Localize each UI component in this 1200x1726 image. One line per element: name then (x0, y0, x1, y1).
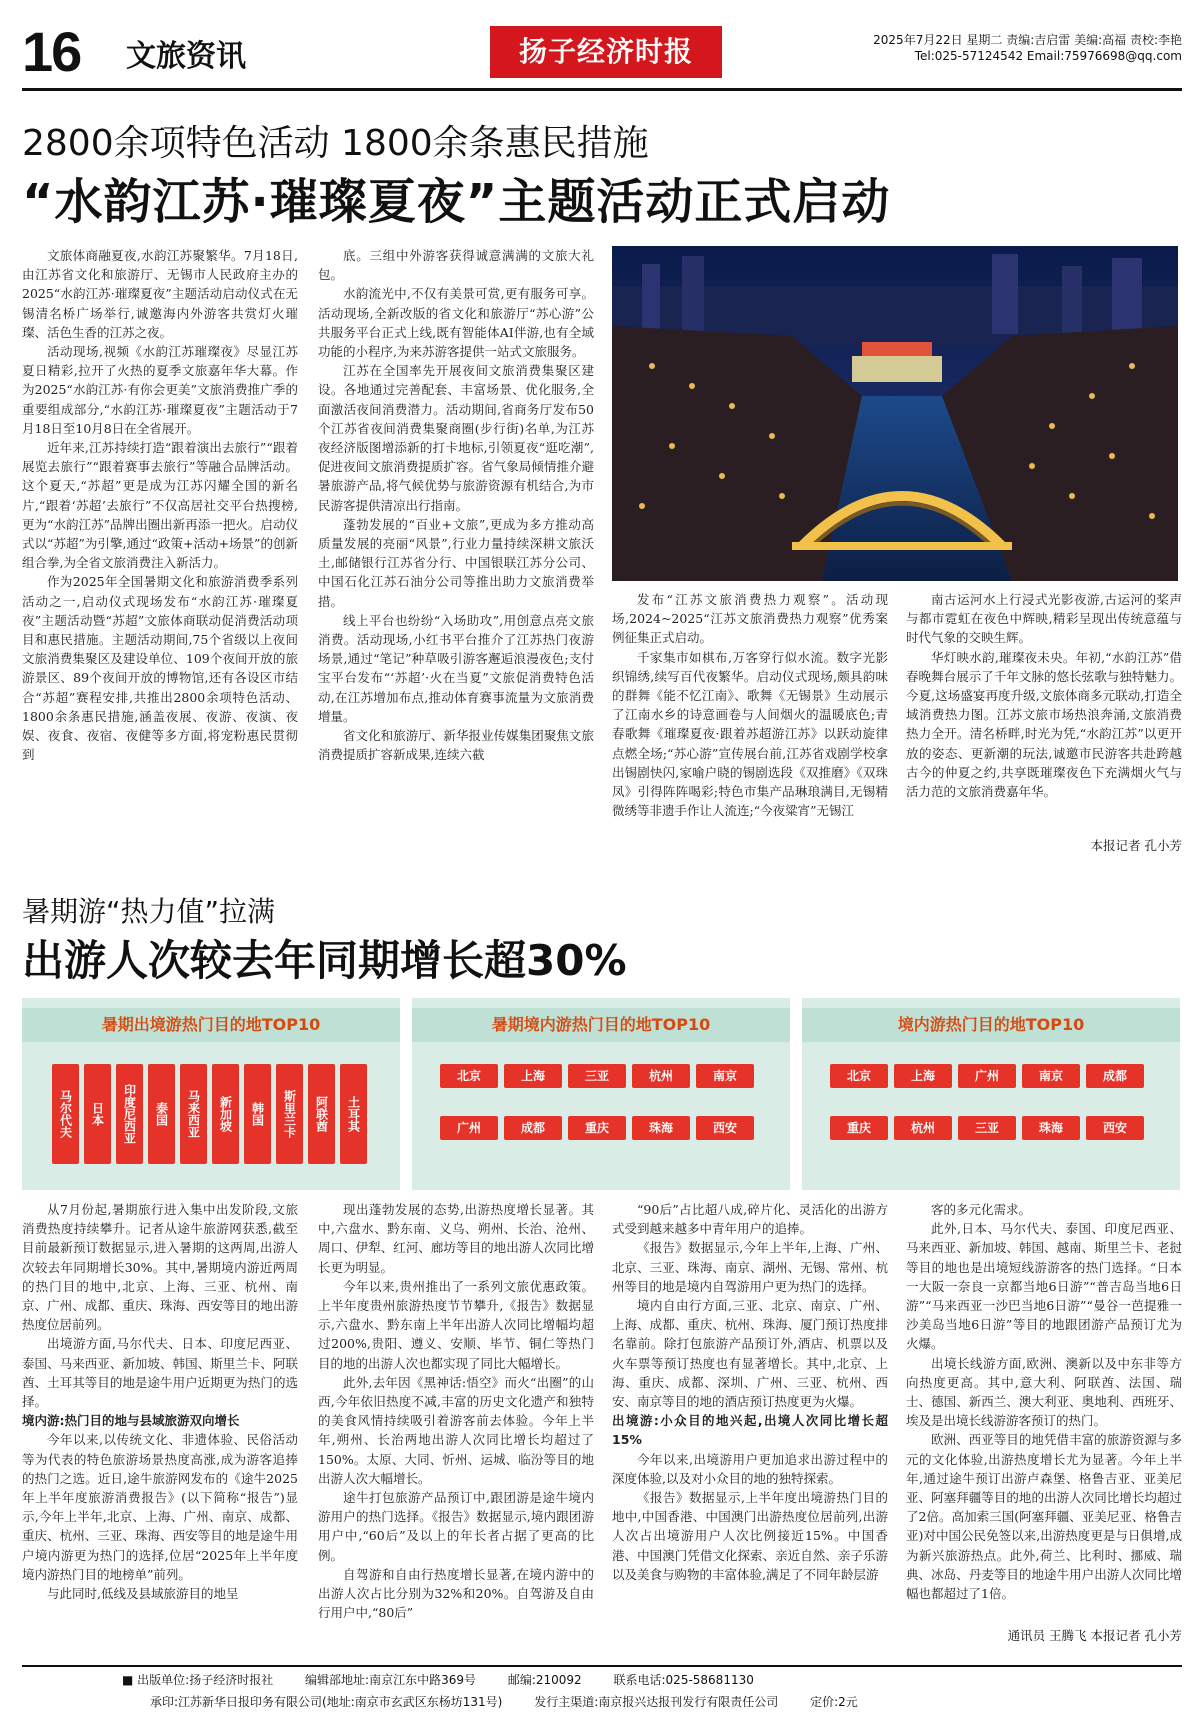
article2-subtitle: 暑期游“热力值”拉满 (22, 895, 276, 928)
destination-tag: 新加坡 (212, 1064, 239, 1164)
article2-column-3 (612, 1200, 888, 1645)
masthead-logo: 扬子经济时报 (490, 26, 722, 78)
destination-tag: 土耳其 (340, 1064, 367, 1164)
destination-tag: 珠海 (1022, 1116, 1080, 1140)
article1-subtitle: 2800余项特色活动 1800余条惠民措施 (22, 123, 649, 164)
paragraph: 出境长线游方面,欧洲、澳新以及中东非等方向热度更高。其中,意大利、阿联酋、法国、瑞士、德国、新西兰、澳大利亚、奥地利、西班牙、埃及是出境长线游游客预订的热门。 (906, 1355, 1182, 1429)
article2-title: 出游人次较去年同期增长超30% (22, 936, 627, 985)
paragraph: 千家集市如棋布,万客穿行似水流。数字光影织锦绣,续写百代夜繁华。启动仪式现场,颇具韵味的群舞《能不忆江南》、歌舞《无锡景》生动展示了江南水乡的诗意画卷与人间烟火的温暖底色;青春歌舞《璀璨夏夜·跟着苏超游江苏》以跃动旋律点燃全场;“苏心游”宣传展台前,江苏省戏剧学校拿出锡剧快闪,家喻户晓的锡剧选段《双推磨》《双珠凤》引得阵阵喝彩;特色市集产品琳琅满目,无锡精微绣等非遗手作让人流连;“今夜粱宵”无锡江 (612, 649, 888, 819)
chart-domestic-summer-top10 (412, 998, 790, 1190)
footer-price: 定价:2元 (810, 1695, 858, 1709)
article1-column-1 (22, 246, 298, 826)
article2-column-1 (22, 1200, 298, 1645)
header-meta (873, 32, 1182, 64)
paragraph: 现出蓬勃发展的态势,出游热度增长显著。其中,六盘水、黔东南、义乌、朔州、长治、沧州、周口、伊犁、红河、廊坊等目的地出游人次同比增长更为明显。 (318, 1202, 594, 1275)
paragraph: 《报告》数据显示,上半年度出境游热门目的地中,中国香港、中国澳门出游热度位居前列,出游人次占出境游用户人次比例接近15%。中国香港、中国澳门凭借文化探索、亲近自然、亲子乐游以及美食与购物的丰富体验,满足了不同年龄层游 (612, 1490, 888, 1582)
paragraph: 文旅体商融夏夜,水韵江苏聚繁华。7月18日,由江苏省文化和旅游厅、无锡市人民政府主办的2025“水韵江苏·璀璨夏夜”主题活动启动仪式在无锡清名桥广场举行,诚邀海内外游客共赏灯火璀璨、活色生香的江苏之夜。 (22, 248, 298, 340)
footer-line-1 (22, 1674, 1182, 1686)
chart-title: 境内游热门目的地TOP10 (897, 1015, 1085, 1034)
paragraph: 作为2025年全国暑期文化和旅游消费季系列活动之一,启动仪式现场发布“水韵江苏·璀璨夏夜”主题活动暨“苏超”文旅体商联动促消费活动项目和惠民措施。主题活动期间,75个省级以上夜间文旅消费集聚区及建设单位、109个夜间开放的旅游景区、89个夜间开放的博物馆,还有各设区市结合“苏超”赛程安排,共推出2800余项特色活动、1800余条惠民措施,涵盖夜展、夜游、夜演、夜娱、夜食、夜宿、夜健等多方面,将宠粉惠民贯彻到 (22, 574, 298, 763)
paragraph: 今年以来,贵州推出了一系列文旅优惠政策。上半年度贵州旅游热度节节攀升,《报告》数据显示,六盘水、黔东南上半年出游人次同比增幅均超过200%,贵阳、遵义、安顺、毕节、铜仁等热门目的地的出游人次也都实现了同比大幅增长。 (318, 1278, 594, 1371)
paragraph: 蓬勃发展的“百业+文旅”,更成为多方推动高质量发展的亮丽“风景”,行业力量持续深耕文旅沃土,邮储银行江苏省分行、中国银联江苏分公司、中国石化江苏石油分公司等推出助力文旅消费举措。 (318, 516, 594, 609)
footer-phone: 联系电话:025-58681130 (613, 1673, 754, 1687)
destination-tag: 马尔代夫 (52, 1064, 79, 1164)
article2-column-4 (906, 1200, 1182, 1625)
destination-tag: 成都 (1086, 1064, 1144, 1088)
destination-tag: 珠海 (632, 1116, 690, 1140)
paragraph: 南古运河水上行浸式光影夜游,古运河的桨声与都市霓虹在夜色中辉映,精彩呈现出传统意蕴与时代气象的交映生辉。 (906, 592, 1182, 646)
article1-title: “水韵江苏·璀璨夏夜”主题活动正式启动 (22, 174, 891, 230)
paragraph: “90后”占比超八成,碎片化、灵活化的出游方式受到越来越多中青年用户的追捧。 (612, 1202, 888, 1237)
destination-tag: 杭州 (894, 1116, 952, 1140)
destination-tag: 北京 (440, 1064, 498, 1088)
page-number: 16 (22, 20, 81, 83)
destination-tag: 重庆 (830, 1116, 888, 1140)
destination-tag: 广州 (958, 1064, 1016, 1088)
destination-tag: 印度尼西亚 (116, 1064, 143, 1164)
destination-tag: 斯里兰卡 (276, 1064, 303, 1164)
subheading: 出境游:小众目的地兴起,出境人次同比增长超15% (612, 1413, 888, 1448)
article2-byline: 通讯员 王腾飞 本报记者 孔小芳 (1007, 1628, 1182, 1643)
paragraph: 今年以来,出境游用户更加追求出游过程中的深度体验,以及对小众目的地的独特探索。 (612, 1451, 888, 1486)
destination-tag: 上海 (894, 1064, 952, 1088)
destination-tag: 西安 (1086, 1116, 1144, 1140)
destination-tag: 三亚 (958, 1116, 1016, 1140)
footer-address: 编辑部地址:南京江东中路369号 (305, 1673, 476, 1687)
destination-tag: 广州 (440, 1116, 498, 1140)
paragraph: 《报告》数据显示,今年上半年,上海、广州、北京、三亚、珠海、南京、湖州、无锡、常州、杭州等目的地是境内自驾游用户更为热门的选择。 (612, 1240, 888, 1294)
chart-domestic-top10 (802, 998, 1180, 1190)
footer-printer: 承印:江苏新华日报印务有限公司(地址:南京市玄武区东杨坊131号) (150, 1695, 503, 1709)
paragraph: 客的多元化需求。 (931, 1202, 1032, 1217)
destination-tag: 重庆 (568, 1116, 626, 1140)
destination-tag: 泰国 (148, 1064, 175, 1164)
destination-tag: 阿联酋 (308, 1064, 335, 1164)
destination-tag: 日本 (84, 1064, 111, 1164)
chart-title: 暑期境内游热门目的地TOP10 (491, 1015, 711, 1034)
paragraph: 境内自由行方面,三亚、北京、南京、广州、上海、成都、重庆、杭州、珠海、厦门预订热度排名靠前。除打包旅游产品预订外,酒店、机票以及火车票等预订热度也有显著增长。其中,北京、上海、重庆、成都、深圳、广州、三亚、杭州、西安、南京等目的地的酒店预订热度更为火爆。 (612, 1298, 888, 1410)
article1-byline: 本报记者 孔小芳 (1090, 838, 1182, 853)
subheading: 境内游:热门目的地与县域旅游双向增长 (22, 1413, 240, 1429)
meta-line-1: 2025年7月22日 星期二 责编:吉启雷 美编:高福 责校:李艳 (873, 33, 1182, 47)
destination-tag: 韩国 (244, 1064, 271, 1164)
night-canal-illustration (612, 246, 1178, 581)
paragraph: 近年来,江苏持续打造“跟着演出去旅行”“跟着展览去旅行”“跟着赛事去旅行”等融合品牌活动。这个夏天,“苏超”更是成为江苏闪耀全国的新名片,“跟着‘苏超’去旅行”不仅高居社交平台热搜榜,更为“水韵江苏”品牌出圈出新再添一把火。启动仪式以“苏超”为引擎,通过“政策+活动+场景”的创新组合拳,为全省文旅消费注入新活力。 (22, 440, 298, 571)
meta-line-2: Tel:025-57124542 Email:75976698@qq.com (914, 49, 1182, 64)
paragraph: 省文化和旅游厅、新华报业传媒集团聚焦文旅消费提质扩容新成果,连续六截 (318, 728, 594, 763)
paragraph: 途牛打包旅游产品预订中,跟团游是途牛境内游用户的热门选择。《报告》数据显示,境内跟团游用户中,“60后”及以上的年长者占据了更高的比例。 (318, 1490, 594, 1563)
paragraph: 从7月份起,暑期旅行进入集中出发阶段,文旅消费热度持续攀升。记者从途牛旅游网获悉,截至目前最新预订数据显示,进入暑期的这两周,出游人次较去年同期增长30%。其中,暑期境内游近两周的热门目的地中,北京、上海、三亚、杭州、南京、广州、成都、重庆、珠海、西安等目的地出游热度位居前列。 (22, 1202, 298, 1333)
paragraph: 江苏在全国率先开展夜间文旅消费集聚区建设。各地通过完善配套、丰富场景、优化服务,全面激活夜间消费潜力。活动期间,省商务厅发布50个江苏省夜间消费集聚商圈(步行街)名单,为江苏夜经济版图增添新的打卡地标,引领夏夜“逛吃潮”,促进夜间文旅消费提质扩容。省气象局倾情推介避暑旅游产品,将气候优势与旅游资源有机结合,为市民游客提供清凉出行指南。 (318, 363, 594, 513)
destination-tag: 马来西亚 (180, 1064, 207, 1164)
destination-tag: 上海 (504, 1064, 562, 1088)
footer-distribution: 发行主渠道:南京报兴达报刊发行有限责任公司 (534, 1695, 779, 1709)
destination-tag: 南京 (1022, 1064, 1080, 1088)
destination-tag: 北京 (830, 1064, 888, 1088)
paragraph: 出境游方面,马尔代夫、日本、印度尼西亚、泰国、马来西亚、新加坡、韩国、斯里兰卡、阿联酋、土耳其等目的地是途牛用户近期更为热门的选择。 (22, 1336, 298, 1410)
paragraph: 水韵流光中,不仅有美景可赏,更有服务可享。活动现场,全新改版的省文化和旅游厅“苏心游”公共服务平台正式上线,既有智能体AI伴游,也有全域功能的小程序,为来苏游客提供一站式文旅服务。 (318, 286, 594, 360)
paragraph: 线上平台也纷纷“入场助攻”,用创意点亮文旅消费。活动现场,小红书平台推介了江苏热门夜游场景,通过“笔记”种草吸引游客邂逅浪漫夜色;支付宝平台发布“‘苏超’·火在当夏”文旅促消费特色活动,在江苏增加布点,推动体育赛事流量为文旅消费增量。 (318, 612, 594, 724)
article1-column-3 (612, 590, 888, 826)
page-header (22, 20, 1182, 86)
chart-title: 暑期出境游热门目的地TOP10 (101, 1015, 321, 1034)
article2-column-2 (318, 1200, 594, 1645)
footer-line-2 (22, 1696, 1182, 1708)
paragraph: 活动现场,视频《水韵江苏璀璨夜》尽显江苏夏日精彩,拉开了火热的夏季文旅嘉年华大幕。作为2025“水韵江苏·有你会更美”文旅消费推广季的重要组成部分,“水韵江苏·璀璨夏夜”主题活动于7月18日至10月8日在全省展开。 (22, 344, 298, 436)
paragraph: 底。三组中外游客获得诚意满满的文旅大礼包。 (318, 248, 594, 283)
night-canal-photo (612, 246, 1178, 581)
paragraph: 自驾游和自由行热度增长显著,在境内游中的出游人次占比分别为32%和20%。自驾游及自由行用户中,“80后” (318, 1566, 594, 1621)
destination-tag: 南京 (696, 1064, 754, 1088)
paragraph: 此外,去年因《黑神话:悟空》而火“出圈”的山西,今年依旧热度不减,丰富的历史文化遗产和独特的美食风情持续吸引着游客前去体验。今年上半年,朔州、长治两地出游人次同比增长均超过了150%。太原、大同、忻州、运城、临汾等目的地出游人次大幅增长。 (318, 1374, 594, 1486)
article1-column-2 (318, 246, 594, 826)
destination-tag: 成都 (504, 1116, 562, 1140)
paragraph: 欧洲、西亚等目的地凭借丰富的旅游资源与多元的文化体验,出游热度增长尤为显著。今年上半年,通过途牛预订出游卢森堡、格鲁吉亚、亚美尼亚、阿塞拜疆等目的地的出游人次同比增长均超过了2倍。高加索三国(阿塞拜疆、亚美尼亚、格鲁吉亚)对中国公民免签以来,出游热度更是与日俱增,成为新兴旅游热点。此外,荷兰、比利时、挪威、瑞典、冰岛、丹麦等目的地途牛用户出游人次同比增幅也都超过了1倍。 (906, 1432, 1182, 1602)
paragraph: 与此同时,低线及县域旅游目的地呈 (47, 1586, 239, 1602)
header-rule (22, 88, 1182, 91)
paragraph: 今年以来,以传统文化、非遗体验、民俗活动等为代表的特色旅游场景热度高涨,成为游客追捧的热门之选。近日,途牛旅游网发布的《途牛2025年上半年度旅游消费报告》(以下简称“报告”)显示,今年上半年,北京、上海、广州、南京、成都、重庆、杭州、三亚、珠海、西安等目的地是途牛用户境内游更为热门的选择,位居“2025年上半年度境内游热门目的地榜单”前列。 (22, 1432, 298, 1582)
section-title: 文旅资讯 (126, 39, 246, 74)
paragraph: 华灯映水韵,璀璨夜未央。年初,“水韵江苏”借春晚舞台展示了千年文脉的悠长弦歌与独特魅力。今夏,这场盛宴再度升级,文旅体商多元联动,打造全域消费热力图。江苏文旅市场热浪奔涌,文旅消费热力全开。清名桥畔,时光为凭,“水韵江苏”以更开放的姿态、更新潮的玩法,诚邀市民游客共赴跨越古今的仲夏之约,共享既璀璨夜色下充满烟火气与活力范的文旅消费嘉年华。 (906, 649, 1182, 800)
paragraph: 发布“江苏文旅消费热力观察”。活动现场,2024~2025“江苏文旅消费热力观察”优秀案例征集正式启动。 (612, 592, 888, 646)
destination-tag: 杭州 (632, 1064, 690, 1088)
footer-postcode: 邮编:210092 (507, 1673, 582, 1687)
footer-rule (22, 1665, 1182, 1667)
article1-column-4 (906, 590, 1182, 826)
destination-tag: 西安 (696, 1116, 754, 1140)
footer-publisher: ■ 出版单位:扬子经济时报社 (122, 1673, 274, 1687)
paragraph: 此外,日本、马尔代夫、泰国、印度尼西亚、马来西亚、新加坡、韩国、越南、斯里兰卡、老挝等目的地也是出境短线游游客的热门选择。“日本一大阪一奈良一京都当地6日游”“普吉岛当地6日游”“马来西亚一沙巴当地6日游”“曼谷一芭提雅一沙美岛当地6日游”等目的地跟团游产品预订尤为火爆。 (906, 1221, 1182, 1352)
chart-outbound-top10 (22, 998, 400, 1190)
destination-tag: 三亚 (568, 1064, 626, 1088)
